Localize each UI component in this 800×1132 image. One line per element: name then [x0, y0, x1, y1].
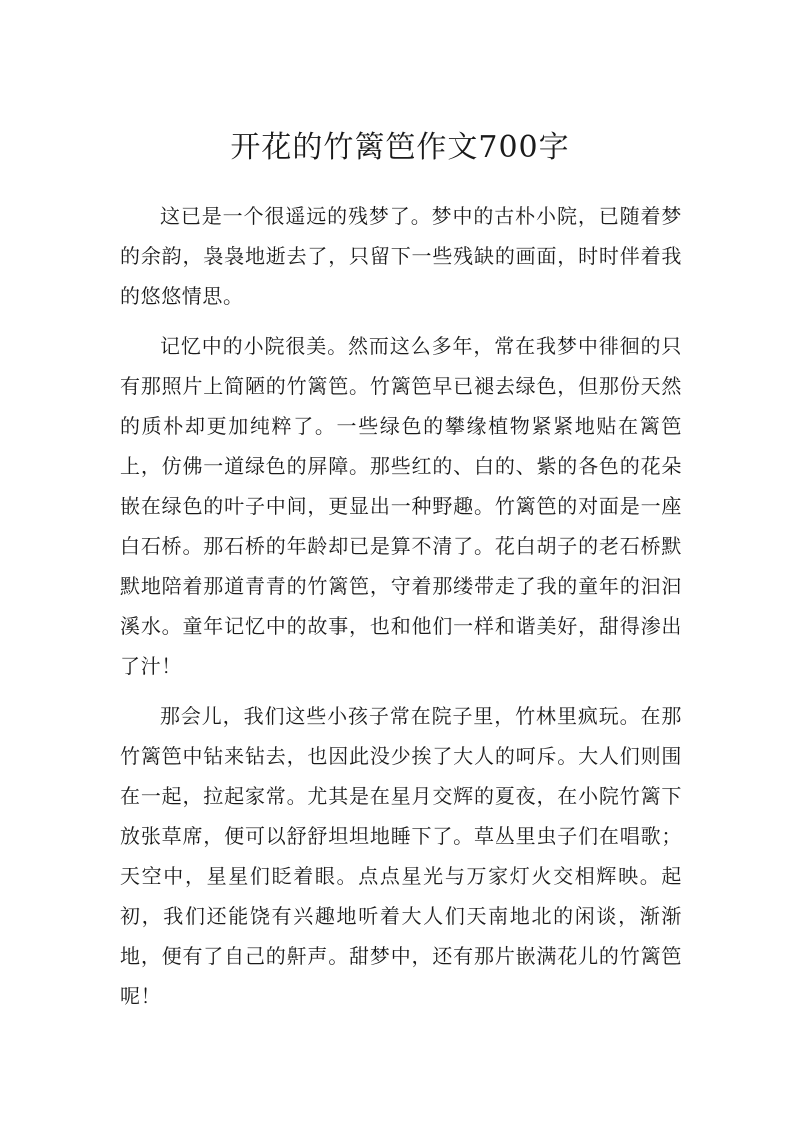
paragraph-2: 记忆中的小院很美。然而这么多年，常在我梦中徘徊的只有那照片上简陋的竹篱笆。竹篱笆早已褪去绿色，但那份天然的质朴却更加纯粹了。一些绿色的攀缘植物紧紧地贴在篱笆上，仿佛一道绿色的屏障。那些红的、白的、紫的各色的花朵嵌在绿色的叶子中间，更显出一种野趣。竹篱笆的对面是一座白石桥。那石桥的年龄却已是算不清了。花白胡子的老石桥默默地陪着那道青青的竹篱笆，守着那缕带走了我的童年的汩汩溪水。童年记忆中的故事，也和他们一样和谐美好，甜得渗出了汁！ [120, 334, 682, 678]
document-body [120, 196, 682, 1026]
paragraph-1: 这已是一个很遥远的残梦了。梦中的古朴小院，已随着梦的余韵，袅袅地逝去了，只留下一些残缺的画面，时时伴着我的悠悠情思。 [120, 204, 682, 308]
paragraph-3: 那会儿，我们这些小孩子常在院子里，竹林里疯玩。在那竹篱笆中钻来钻去，也因此没少挨了大人的呵斥。大人们则围在一起，拉起家常。尤其是在星月交辉的夏夜，在小院竹篱下放张草席，便可以舒舒坦坦地睡下了。草丛里虫子们在唱歌；天空中，星星们眨着眼。点点星光与万家灯火交相辉映。起初，我们还能饶有兴趣地听着大人们天南地北的闲谈，渐渐地，便有了自己的鼾声。甜梦中，还有那片嵌满花儿的竹篱笆呢！ [120, 704, 682, 1008]
document-title: 开花的竹篱笆作文700字 [230, 130, 570, 165]
